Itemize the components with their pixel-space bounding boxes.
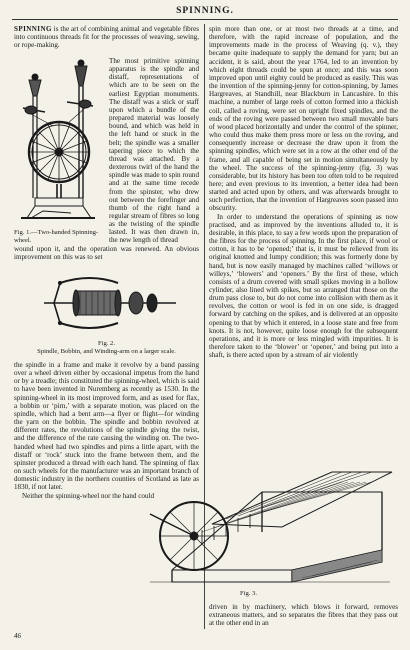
spinning-jenny-illustration — [142, 432, 398, 592]
paragraph: spin more than one, or at most two threads at a time, and therefore, with the rapid increase of population, and the improvements made in the process of Weaving (q. v.), they became quite inadequate to supply the demand for yarn; but an accident, it is said, about the year 1764, led to an invention by which eight threads could be spun at once; and this was soon improved upon until eighty could be produced as easily. This was the invention of the spinning-jenny for cotton-spinning, by James Hargreaves, at Standhill, near Blackburn in Lancashire. In this machine, a number of large reels of cotton formed into a thickish coil, called a roving, were set on upright fixed spindles, and the ends of the roving were passed between two small movable bars of wood placed horizontally and under the control of the spinner, who could thus make them press more or less on the roving, and consequently increase or decrease the draw upon it from the spinning spindles, which were set in a row at the other end of the frame, and all capable of being set in motion simultaneously by the wheel. The success of the spinning-jenny (fig. 3) was considerable, but its history has been too often told to be required here; and even previous to its invention, a better idea had been started and acted upon by others, and was afterwards brought to such perfection, that the invention of Hargreaves soon passed into obscurity. — [209, 25, 398, 213]
fig2-caption: Spindle, Bobbin, and Winding-arm on a larger scale. — [37, 348, 176, 355]
lead-word: SPINNING — [14, 25, 52, 33]
intro-text: is the art of combining animal and vegetable fibres into continuous threads fit for the processes of weaving, sewing, or rope-making. — [14, 25, 199, 50]
spinning-wheel-illustration — [13, 56, 106, 226]
left-after-fig1 — [14, 245, 199, 262]
right-lower-text — [209, 603, 398, 629]
left-intro — [14, 25, 199, 56]
right-upper-text — [209, 25, 398, 431]
spindle-bobbin-illustration — [40, 269, 180, 335]
fig1-caption: Fig. 1.—Two-handed Spinning-wheel. — [14, 229, 99, 244]
paragraph: The most primitive spinning apparatus is the spindle and distaff, representations of which are to be seen on the earliest Egyptian monuments. The distaff was a stick or staff upon which a bundle of the prepared material was loosely bound, and which was held in the left hand or stuck in the belt; the spindle was a smaller tapering piece to which the thread was attached. By a dexterous twirl of the hand the spindle was made to spin round and at the same time recede from the spinster, who drew out between the forefinger and thumb of the right hand a regular stream of fibres so long as the twisting of the spindle lasted. It was then drawn in, the new length of thread — [109, 57, 199, 245]
paragraph: In order to understand the operations of spinning as now practised, and as improved by the inventions alluded to, it is desirable, in this place, to say a few words upon the preparation of the fibres for the process of spinning. In the first place, if wool or cotton, it has to be ‘opened;’ that is, it must be relieved from its original knotted and lumpy condition; this was formerly done by hand, but is now easily managed by machines called ‘willows or willeys,’ ‘blowers’ and ‘openers.’ By the first of these, which consists of a drum covered with small spikes moving in a hollow cylinder, also lined with spikes, but so arranged that those on the drum pass close to, but do not come into collision with them as it revolves, the cotton or wool is fed in on one side, is dragged forward by catching on the spikes, and is delivered at an opposite opening to that by which it entered, in a loose state and free from knots. It is not, however, quite loose enough for the subsequent operations, and it is more or less mingled with impurities. It is therefore taken to the ‘blower’ or ‘opener,’ and being put into a shaft, is there acted upon by a stream of air violently — [209, 212, 398, 360]
header-rule — [12, 19, 398, 20]
fig3-caption: Fig. 3. — [240, 590, 258, 597]
page-number: 46 — [14, 632, 21, 640]
paragraph: wound upon it, and the operation was renewed. An obvious improvement on this was to set — [14, 245, 199, 262]
paragraph: the spindle in a frame and make it revolve by a band passing over a wheel driven either by occasional impetus from the hand or by a treadle; this constituted the spinning-wheel, which is said to have been invented in Nuremberg as recently as 1530. In the spinning-wheel in its most improved form, and as used for flax, a bobbin or ‘pirn,’ with a separate motion, was placed on the spindle, which had a bent arm—a flyer or flight—for winding the yarn on the bobbin. The spindle and bobbin revolved at different rates, the revolutions of the spindle giving the twist, and the difference of the rate causing the winding on. The two-handed wheel had two spindles and pirns a little apart, with the distaff or ‘rock’ stuck into the frame between them, and the spinster produced a thread with each hand. The spinning of flax on such wheels for the manufacturer was an important branch of domestic industry in the northern counties of Scotland as late as 1830, if not later. — [14, 361, 199, 492]
fig2-caption-label: Fig. 2. — [97, 340, 116, 347]
left-side-text — [109, 57, 199, 245]
paragraph: driven in by machinery, which blows it forward, removes extraneous matters, and so separates the fibres that they pass out at the other end in an — [209, 603, 398, 628]
paragraph: Neither the spinning-wheel nor the hand could — [22, 491, 154, 500]
page-title: SPINNING. — [176, 6, 234, 16]
